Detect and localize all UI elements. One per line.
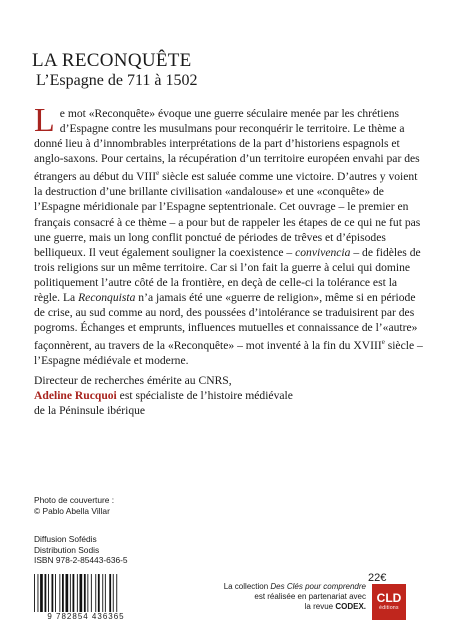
barcode-bar bbox=[73, 574, 75, 614]
reconquista-term: Reconquista bbox=[78, 290, 136, 304]
book-subtitle: L’Espagne de 711 à 1502 bbox=[36, 72, 198, 89]
isbn-line: ISBN 978-2-85443-636-5 bbox=[34, 555, 128, 566]
distribution-line: Distribution Sodis bbox=[34, 544, 100, 555]
photo-credit-label: Photo de couverture : bbox=[34, 495, 115, 505]
publisher-logo bbox=[372, 584, 406, 620]
blurb-part-5: siècle – l’Espagne médiévale et moderne. bbox=[34, 339, 423, 368]
barcode-bar bbox=[98, 574, 100, 614]
barcode-bar bbox=[45, 574, 47, 614]
bio-line-2: est spécialiste de l’histoire médiévale bbox=[116, 389, 293, 403]
barcode-number: 9 782854 436365 bbox=[30, 612, 142, 621]
convivencia-term: convivencia bbox=[295, 245, 351, 259]
barcode-bar bbox=[40, 574, 43, 614]
blurb-part-3: – de fidèles de trois religions sur un même territoire. Car si l’on fait la guerre à celui qui domine politiquement l’autre côté de la frontière, en deçà de celle-ci la tolérance est la règle. La bbox=[34, 245, 421, 304]
barcode-bar bbox=[77, 574, 78, 614]
blurb-part-4: n’a jamais été une «guerre de religion», même si en période de crise, au sud comme au nord, des poussées d’intolérance se traduisirent par des pogroms. Échanges et emprunts, influences mutuelles et connaissance de l’«autre» façonnèrent, au travers de la «Reconquête» – mot inventé à la fin du bbox=[34, 290, 418, 353]
author-bio bbox=[34, 373, 414, 418]
author-name: Adeline Rucquoi bbox=[34, 389, 117, 403]
century-viii: VIII bbox=[136, 170, 157, 184]
barcode-bars bbox=[30, 574, 142, 614]
century-viii-sup: e bbox=[156, 169, 160, 178]
century-xviii-sup: e bbox=[381, 338, 385, 347]
barcode-bar bbox=[62, 574, 64, 614]
barcode-bar bbox=[59, 574, 60, 614]
barcode-bar bbox=[70, 574, 71, 614]
barcode-bar bbox=[113, 574, 114, 614]
barcode-bar bbox=[80, 574, 83, 614]
barcode-bar bbox=[52, 574, 54, 614]
barcode-bar bbox=[38, 574, 39, 614]
collection-line-3-prefix: la revue bbox=[304, 602, 336, 611]
collection-prefix: La collection bbox=[223, 582, 271, 591]
photo-credits bbox=[34, 495, 114, 516]
diffusion-line: Diffusion Sofédis bbox=[34, 534, 97, 544]
barcode-bar bbox=[34, 574, 35, 614]
century-xviii: XVIII bbox=[353, 339, 382, 353]
distribution-info bbox=[34, 534, 128, 566]
collection-line-3 bbox=[222, 602, 366, 612]
collection-line-1 bbox=[222, 582, 366, 592]
blurb-part-1: e mot «Reconquête» évoque une guerre séculaire menée par les chrétiens d’Espagne contre les musulmans pour reconquérir le territoire. Le thème a donné lieu à d’innombrables interprétations de la part d’historiens espagnols et anglo-saxons. Pour certains, la récupération d’un territoire européen envahi par des étrangers au début du bbox=[34, 107, 420, 184]
bio-line-3: de la Péninsule ibérique bbox=[34, 404, 146, 418]
collection-line-2: est réalisée en partenariat avec bbox=[254, 592, 366, 601]
collection-name: Des Clés pour comprendre bbox=[270, 582, 366, 591]
barcode-bar bbox=[105, 574, 106, 614]
book-title: LA RECONQUÊTE bbox=[32, 50, 192, 71]
codex-name: CODEX. bbox=[335, 602, 366, 611]
barcode-bar bbox=[102, 574, 103, 614]
bio-line-1: Directeur de recherches émérite au CNRS, bbox=[34, 374, 232, 387]
barcode-bar bbox=[84, 574, 86, 614]
barcode-bar bbox=[87, 574, 88, 614]
publisher-logo-subtitle: éditions bbox=[379, 605, 399, 611]
photo-credit-name: © Pablo Abella Villar bbox=[34, 505, 110, 516]
dropcap-letter: L bbox=[34, 102, 55, 139]
back-cover-blurb bbox=[34, 102, 426, 368]
barcode-bar bbox=[48, 574, 49, 614]
barcode-bar bbox=[55, 574, 56, 614]
collection-note bbox=[222, 582, 366, 612]
barcode-bar bbox=[66, 574, 69, 614]
barcode-bar bbox=[116, 574, 117, 614]
price: 22€ bbox=[368, 572, 387, 584]
publisher-logo-letters: CLD bbox=[376, 591, 402, 605]
barcode-bar bbox=[109, 574, 111, 614]
blurb-part-2: siècle est saluée comme une victoire. D’autres y voient la destruction d’une brillante civilisation «andalouse» et une «conquête» de l’Espagne méridionale par l’Espagne septentrionale. Cet ouvrage – le premier en français consacré à ce thème – a pour but de rappeler les étapes de ce qui ne fut pas une guerre, mais un long conflit ponctué de périodes de trêves et d’épisodes belliqueux. Il veut également souligner la coexistence – bbox=[34, 170, 421, 259]
barcode-bar bbox=[95, 574, 96, 614]
barcode-bar bbox=[91, 574, 92, 614]
